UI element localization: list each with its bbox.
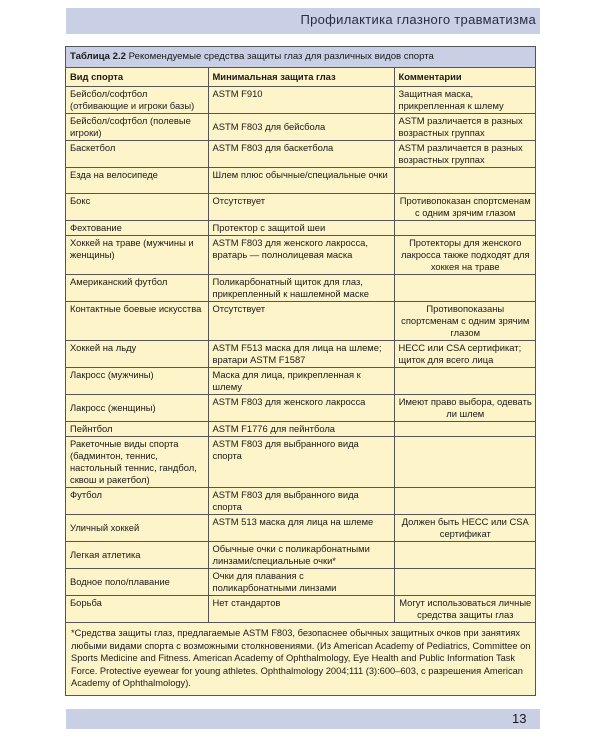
sport-cell: Ракеточные виды спорта (бадминтон, теннис, настольный теннис, гандбол, сквош и ракетбол) bbox=[66, 437, 208, 488]
table-row bbox=[66, 141, 535, 168]
comment-cell: HECC или CSA сертификат; щиток для всего лица bbox=[394, 341, 535, 368]
sport-cell: Легкая атлетика bbox=[66, 542, 208, 569]
protection-cell: Обычные очки с поликарбонатными линзами/специальные очки* bbox=[208, 542, 394, 569]
sport-cell: Водное поло/плавание bbox=[66, 569, 208, 596]
protection-cell: ASTM 513 маска для лица на шлеме bbox=[208, 515, 394, 542]
table-row bbox=[66, 515, 535, 542]
protection-cell: ASTM F803 для женского лакросса bbox=[208, 395, 394, 422]
table-header-row bbox=[66, 68, 535, 87]
comment-cell bbox=[394, 168, 535, 194]
comment-cell bbox=[394, 569, 535, 596]
sport-cell: Хоккей на траве (мужчины и женщины) bbox=[66, 236, 208, 275]
table-row bbox=[66, 596, 535, 623]
sport-cell: Бокс bbox=[66, 194, 208, 221]
comment-cell: Протекторы для женского лакросса также подходят для хоккея на траве bbox=[394, 236, 535, 275]
table-row bbox=[66, 542, 535, 569]
sport-cell: Борьба bbox=[66, 596, 208, 623]
protection-cell: ASTM F803 для бейсбола bbox=[208, 114, 394, 141]
sport-cell: Контактные боевые искусства bbox=[66, 302, 208, 341]
protection-cell: ASTM F1776 для пейнтбола bbox=[208, 422, 394, 437]
comment-cell: Противопоказаны спортсменам с одним зрячим глазом bbox=[394, 302, 535, 341]
table-row bbox=[66, 341, 535, 368]
protection-cell: Маска для лица, прикрепленная к шлему bbox=[208, 368, 394, 395]
protection-cell: Шлем плюс обычные/специальные очки bbox=[208, 168, 394, 194]
column-header-sport: Вид спорта bbox=[66, 68, 208, 87]
protection-cell: ASTM F803 для выбранного вида спорта bbox=[208, 437, 394, 488]
comment-cell bbox=[394, 275, 535, 302]
protection-cell: ASTM F803 для женского лакросса, вратарь — полнолицевая маска bbox=[208, 236, 394, 275]
recommendations-table bbox=[65, 46, 536, 696]
sport-cell: Футбол bbox=[66, 488, 208, 515]
sport-cell: Бейсбол/софтбол (отбивающие и игроки базы) bbox=[66, 87, 208, 114]
table-row bbox=[66, 395, 535, 422]
table-caption bbox=[66, 47, 535, 68]
comment-cell bbox=[394, 221, 535, 236]
comment-cell bbox=[394, 368, 535, 395]
table-caption-label: Таблица 2.2 bbox=[70, 51, 126, 62]
comment-cell: Должен быть HECC или CSA сертификат bbox=[394, 515, 535, 542]
column-header-protection: Минимальная защита глаз bbox=[208, 68, 394, 87]
protection-cell: ASTM F803 для выбранного вида спорта bbox=[208, 488, 394, 515]
table-footnote: *Средства защиты глаз, предлагаемые ASTM F803, безопаснее обычных защитных очков при занятиях любыми видами спорта с возможными столкновениями. (Из American Academy of Pediatrics, Committee on Sports Medicine and Fitness. American Academy of Ophthalmology, Eye Health and Public Information Task Force. Protective eyewear for young athletes. Ophthalmology 2004;111 (3):600–603, с разрешения American Academy of Ophthalmology). bbox=[71, 628, 531, 688]
comment-cell bbox=[394, 542, 535, 569]
sport-cell: Американский футбол bbox=[66, 275, 208, 302]
sport-cell: Уличный хоккей bbox=[66, 515, 208, 542]
comment-cell: ASTM различается в разных возрастных группах bbox=[394, 141, 535, 168]
table-row bbox=[66, 114, 535, 141]
running-title: Профилактика глазного травматизма bbox=[300, 12, 536, 27]
protection-cell: Очки для плавания с поликарбонатными линзами bbox=[208, 569, 394, 596]
page-number: 13 bbox=[512, 711, 527, 726]
comment-cell: Могут использоваться личные средства защиты глаз bbox=[394, 596, 535, 623]
column-header-comment: Комментарии bbox=[394, 68, 535, 87]
protection-cell: Отсутствует bbox=[208, 194, 394, 221]
sport-cell: Лакросс (мужчины) bbox=[66, 368, 208, 395]
comment-cell: ASTM различается в разных возрастных группах bbox=[394, 114, 535, 141]
table-row bbox=[66, 569, 535, 596]
comment-cell bbox=[394, 422, 535, 437]
protection-cell: ASTM F910 bbox=[208, 87, 394, 114]
comment-cell bbox=[394, 437, 535, 488]
sport-cell: Лакросс (женщины) bbox=[66, 395, 208, 422]
table-row bbox=[66, 302, 535, 341]
table-row bbox=[66, 168, 535, 194]
table-row bbox=[66, 488, 535, 515]
protection-cell: ASTM F803 для баскетбола bbox=[208, 141, 394, 168]
comment-cell: Защитная маска, прикрепленная к шлему bbox=[394, 87, 535, 114]
sport-cell: Бейсбол/софтбол (полевые игроки) bbox=[66, 114, 208, 141]
sport-cell: Хоккей на льду bbox=[66, 341, 208, 368]
table-row bbox=[66, 194, 535, 221]
table-caption-text: Рекомендуемые средства защиты глаз для различных видов спорта bbox=[128, 51, 434, 62]
table-row bbox=[66, 422, 535, 437]
sports-protection-table bbox=[66, 68, 535, 623]
sport-cell: Баскетбол bbox=[66, 141, 208, 168]
sport-cell: Езда на велосипеде bbox=[66, 168, 208, 194]
protection-cell: ASTM F513 маска для лица на шлеме; вратари ASTM F1587 bbox=[208, 341, 394, 368]
protection-cell: Протектор с защитой шеи bbox=[208, 221, 394, 236]
table-row bbox=[66, 437, 535, 488]
sport-cell: Пейнтбол bbox=[66, 422, 208, 437]
table-row bbox=[66, 221, 535, 236]
table-row bbox=[66, 87, 535, 114]
comment-cell: Противопоказан спортсменам с одним зрячим глазом bbox=[394, 194, 535, 221]
comment-cell bbox=[394, 488, 535, 515]
table-row bbox=[66, 275, 535, 302]
table-row bbox=[66, 368, 535, 395]
table-row bbox=[66, 236, 535, 275]
comment-cell: Имеют право выбора, одевать ли шлем bbox=[394, 395, 535, 422]
protection-cell: Нет стандартов bbox=[208, 596, 394, 623]
protection-cell: Поликарбонатный щиток для глаз, прикрепленный к нашлемной маске bbox=[208, 275, 394, 302]
sport-cell: Фехтование bbox=[66, 221, 208, 236]
protection-cell: Отсутствует bbox=[208, 302, 394, 341]
footer-band bbox=[66, 709, 540, 729]
